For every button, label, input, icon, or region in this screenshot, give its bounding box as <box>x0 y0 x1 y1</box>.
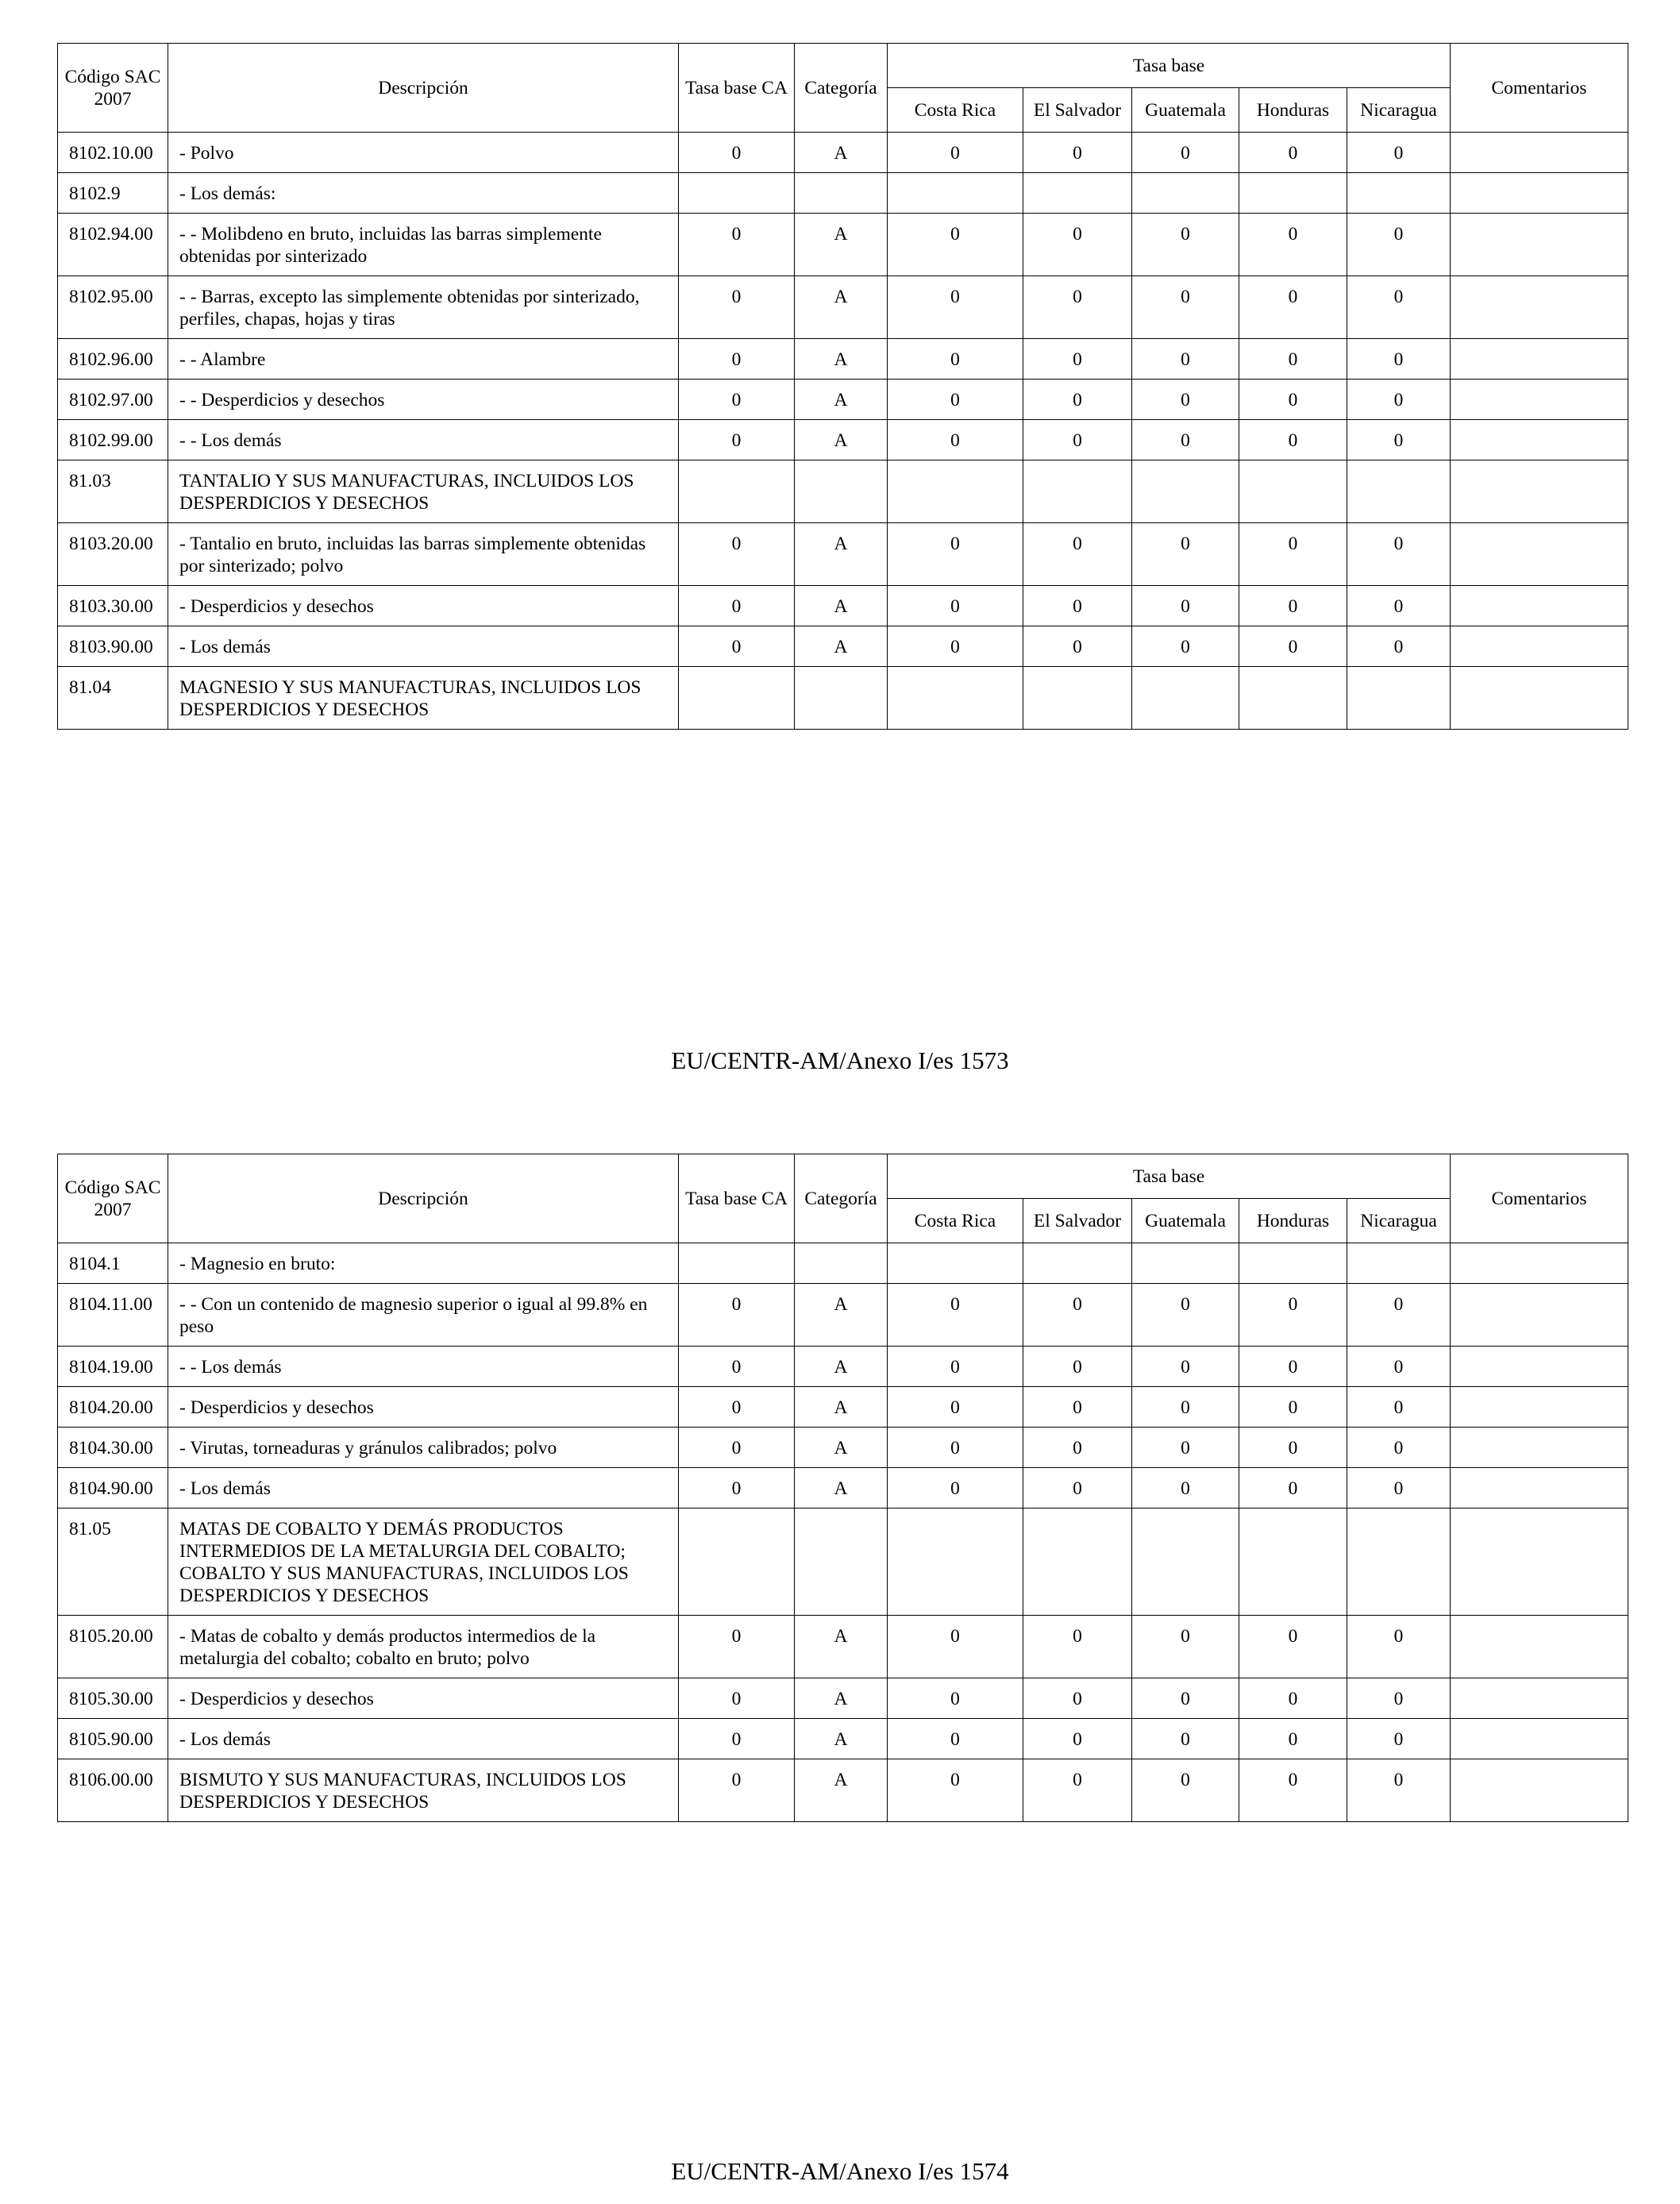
cell-code: 8103.20.00 <box>58 523 168 586</box>
cell-honduras: 0 <box>1239 1616 1347 1678</box>
cell-base-rate-ca: 0 <box>679 1284 795 1347</box>
cell-costa-rica: 0 <box>888 1616 1023 1678</box>
cell-guatemala: 0 <box>1132 380 1239 420</box>
cell-category: A <box>795 1428 888 1468</box>
cell-category: A <box>795 276 888 339</box>
cell-comments <box>1451 1616 1628 1678</box>
table-row <box>58 133 1628 173</box>
header-honduras: Honduras <box>1239 88 1347 133</box>
cell-honduras: 0 <box>1239 626 1347 667</box>
cell-honduras: 0 <box>1239 380 1347 420</box>
header-code: Código SAC 2007 <box>58 1154 168 1243</box>
cell-costa-rica <box>888 460 1023 523</box>
table-row <box>58 1284 1628 1347</box>
cell-comments <box>1451 586 1628 626</box>
cell-el-salvador: 0 <box>1023 420 1132 460</box>
cell-comments <box>1451 1284 1628 1347</box>
cell-nicaragua <box>1347 1243 1451 1284</box>
cell-guatemala: 0 <box>1132 1759 1239 1822</box>
cell-el-salvador: 0 <box>1023 586 1132 626</box>
header-description: Descripción <box>168 44 679 133</box>
cell-base-rate-ca: 0 <box>679 626 795 667</box>
cell-honduras: 0 <box>1239 586 1347 626</box>
table-row <box>58 276 1628 339</box>
cell-honduras <box>1239 173 1347 214</box>
cell-costa-rica <box>888 1509 1023 1616</box>
cell-code: 8106.00.00 <box>58 1759 168 1822</box>
cell-el-salvador: 0 <box>1023 1387 1132 1428</box>
cell-honduras <box>1239 667 1347 730</box>
cell-category: A <box>795 133 888 173</box>
cell-description: - Los demás <box>168 1468 679 1509</box>
cell-el-salvador: 0 <box>1023 380 1132 420</box>
cell-base-rate-ca: 0 <box>679 339 795 380</box>
cell-costa-rica: 0 <box>888 1284 1023 1347</box>
cell-base-rate-ca <box>679 460 795 523</box>
cell-comments <box>1451 1759 1628 1822</box>
cell-guatemala: 0 <box>1132 1678 1239 1719</box>
header-category: Categoría <box>795 44 888 133</box>
cell-description: MAGNESIO Y SUS MANUFACTURAS, INCLUIDOS LOS DESPERDICIOS Y DESECHOS <box>168 667 679 730</box>
header-nicaragua: Nicaragua <box>1347 88 1451 133</box>
cell-costa-rica: 0 <box>888 380 1023 420</box>
cell-costa-rica: 0 <box>888 626 1023 667</box>
cell-nicaragua: 0 <box>1347 276 1451 339</box>
cell-category: A <box>795 1387 888 1428</box>
cell-costa-rica: 0 <box>888 1678 1023 1719</box>
cell-code: 8105.20.00 <box>58 1616 168 1678</box>
cell-guatemala: 0 <box>1132 586 1239 626</box>
header-code: Código SAC 2007 <box>58 44 168 133</box>
cell-description: TANTALIO Y SUS MANUFACTURAS, INCLUIDOS LOS DESPERDICIOS Y DESECHOS <box>168 460 679 523</box>
table-row <box>58 1387 1628 1428</box>
cell-base-rate-ca: 0 <box>679 586 795 626</box>
cell-costa-rica: 0 <box>888 133 1023 173</box>
cell-code: 8102.97.00 <box>58 380 168 420</box>
cell-guatemala <box>1132 667 1239 730</box>
cell-description: BISMUTO Y SUS MANUFACTURAS, INCLUIDOS LOS DESPERDICIOS Y DESECHOS <box>168 1759 679 1822</box>
cell-comments <box>1451 1243 1628 1284</box>
cell-costa-rica <box>888 667 1023 730</box>
header-description: Descripción <box>168 1154 679 1243</box>
cell-honduras: 0 <box>1239 1759 1347 1822</box>
cell-nicaragua: 0 <box>1347 1759 1451 1822</box>
cell-comments <box>1451 523 1628 586</box>
cell-comments <box>1451 1347 1628 1387</box>
header-base-rate: Tasa base <box>888 1154 1451 1199</box>
cell-description: - Desperdicios y desechos <box>168 1678 679 1719</box>
cell-nicaragua: 0 <box>1347 420 1451 460</box>
cell-category: A <box>795 1759 888 1822</box>
cell-guatemala: 0 <box>1132 1719 1239 1759</box>
cell-comments <box>1451 1719 1628 1759</box>
cell-costa-rica: 0 <box>888 1468 1023 1509</box>
cell-code: 8102.96.00 <box>58 339 168 380</box>
cell-description: - - Los demás <box>168 1347 679 1387</box>
cell-category: A <box>795 1347 888 1387</box>
cell-nicaragua: 0 <box>1347 1347 1451 1387</box>
table-row <box>58 667 1628 730</box>
cell-costa-rica: 0 <box>888 214 1023 276</box>
cell-description: - Los demás: <box>168 173 679 214</box>
cell-comments <box>1451 276 1628 339</box>
cell-comments <box>1451 214 1628 276</box>
cell-base-rate-ca <box>679 667 795 730</box>
cell-base-rate-ca: 0 <box>679 1468 795 1509</box>
cell-costa-rica: 0 <box>888 1347 1023 1387</box>
page-footer: EU/CENTR-AM/Anexo I/es 1573 <box>671 1046 1009 1074</box>
cell-el-salvador <box>1023 1243 1132 1284</box>
cell-guatemala <box>1132 1509 1239 1616</box>
header-guatemala: Guatemala <box>1132 1199 1239 1243</box>
header-costa-rica: Costa Rica <box>888 1199 1023 1243</box>
table-row <box>58 1468 1628 1509</box>
cell-honduras: 0 <box>1239 420 1347 460</box>
cell-comments <box>1451 380 1628 420</box>
cell-nicaragua <box>1347 667 1451 730</box>
cell-comments <box>1451 667 1628 730</box>
cell-honduras: 0 <box>1239 1387 1347 1428</box>
tariff-table <box>57 43 1628 730</box>
cell-comments <box>1451 420 1628 460</box>
cell-guatemala: 0 <box>1132 626 1239 667</box>
cell-code: 8103.90.00 <box>58 626 168 667</box>
cell-el-salvador: 0 <box>1023 626 1132 667</box>
table-row <box>58 1616 1628 1678</box>
table-row <box>58 380 1628 420</box>
cell-category <box>795 667 888 730</box>
cell-description: - Magnesio en bruto: <box>168 1243 679 1284</box>
cell-base-rate-ca: 0 <box>679 1387 795 1428</box>
cell-description: - Tantalio en bruto, incluidas las barras simplemente obtenidas por sinterizado; polvo <box>168 523 679 586</box>
cell-el-salvador: 0 <box>1023 1284 1132 1347</box>
cell-category <box>795 1243 888 1284</box>
cell-honduras <box>1239 460 1347 523</box>
cell-el-salvador: 0 <box>1023 1468 1132 1509</box>
cell-guatemala: 0 <box>1132 523 1239 586</box>
header-honduras: Honduras <box>1239 1199 1347 1243</box>
cell-nicaragua: 0 <box>1347 1468 1451 1509</box>
cell-comments <box>1451 1468 1628 1509</box>
cell-description: - - Molibdeno en bruto, incluidas las barras simplemente obtenidas por sinterizado <box>168 214 679 276</box>
cell-guatemala: 0 <box>1132 214 1239 276</box>
tariff-table <box>57 1154 1628 1822</box>
cell-honduras: 0 <box>1239 276 1347 339</box>
table-row <box>58 1428 1628 1468</box>
cell-el-salvador: 0 <box>1023 214 1132 276</box>
cell-guatemala: 0 <box>1132 339 1239 380</box>
cell-el-salvador <box>1023 667 1132 730</box>
cell-description: - Matas de cobalto y demás productos intermedios de la metalurgia del cobalto; cobalto en bruto; polvo <box>168 1616 679 1678</box>
cell-category: A <box>795 626 888 667</box>
cell-code: 8104.11.00 <box>58 1284 168 1347</box>
cell-nicaragua: 0 <box>1347 380 1451 420</box>
table-row <box>58 214 1628 276</box>
cell-honduras: 0 <box>1239 1347 1347 1387</box>
cell-nicaragua: 0 <box>1347 1284 1451 1347</box>
cell-category <box>795 1509 888 1616</box>
cell-code: 8102.99.00 <box>58 420 168 460</box>
cell-honduras: 0 <box>1239 1719 1347 1759</box>
cell-el-salvador: 0 <box>1023 523 1132 586</box>
cell-description: - - Barras, excepto las simplemente obtenidas por sinterizado, perfiles, chapas, hojas y tiras <box>168 276 679 339</box>
cell-costa-rica: 0 <box>888 1387 1023 1428</box>
cell-description: - Los demás <box>168 1719 679 1759</box>
table-row <box>58 1678 1628 1719</box>
cell-guatemala: 0 <box>1132 133 1239 173</box>
cell-code: 8102.9 <box>58 173 168 214</box>
cell-category: A <box>795 1284 888 1347</box>
cell-honduras: 0 <box>1239 214 1347 276</box>
cell-honduras: 0 <box>1239 339 1347 380</box>
cell-honduras: 0 <box>1239 133 1347 173</box>
cell-category: A <box>795 214 888 276</box>
cell-code: 8104.1 <box>58 1243 168 1284</box>
cell-category <box>795 460 888 523</box>
cell-base-rate-ca: 0 <box>679 1759 795 1822</box>
cell-base-rate-ca: 0 <box>679 1678 795 1719</box>
cell-category: A <box>795 420 888 460</box>
cell-comments <box>1451 1428 1628 1468</box>
cell-category: A <box>795 339 888 380</box>
table-row <box>58 339 1628 380</box>
cell-code: 8104.20.00 <box>58 1387 168 1428</box>
table-row <box>58 173 1628 214</box>
cell-nicaragua <box>1347 173 1451 214</box>
cell-code: 8104.30.00 <box>58 1428 168 1468</box>
cell-code: 8104.90.00 <box>58 1468 168 1509</box>
cell-code: 81.05 <box>58 1509 168 1616</box>
cell-nicaragua: 0 <box>1347 1678 1451 1719</box>
cell-code: 8105.90.00 <box>58 1719 168 1759</box>
cell-description: - - Desperdicios y desechos <box>168 380 679 420</box>
cell-el-salvador: 0 <box>1023 133 1132 173</box>
cell-honduras <box>1239 1509 1347 1616</box>
cell-guatemala: 0 <box>1132 276 1239 339</box>
cell-nicaragua: 0 <box>1347 1616 1451 1678</box>
cell-el-salvador <box>1023 460 1132 523</box>
cell-comments <box>1451 133 1628 173</box>
cell-category: A <box>795 1719 888 1759</box>
cell-code: 8105.30.00 <box>58 1678 168 1719</box>
cell-base-rate-ca: 0 <box>679 276 795 339</box>
cell-category: A <box>795 1468 888 1509</box>
cell-nicaragua: 0 <box>1347 626 1451 667</box>
cell-base-rate-ca: 0 <box>679 1347 795 1387</box>
cell-base-rate-ca: 0 <box>679 523 795 586</box>
cell-comments <box>1451 1678 1628 1719</box>
cell-category <box>795 173 888 214</box>
table-row <box>58 460 1628 523</box>
cell-guatemala: 0 <box>1132 1616 1239 1678</box>
table-row <box>58 626 1628 667</box>
cell-base-rate-ca <box>679 1509 795 1616</box>
cell-nicaragua <box>1347 1509 1451 1616</box>
cell-guatemala: 0 <box>1132 1468 1239 1509</box>
cell-code: 8102.94.00 <box>58 214 168 276</box>
header-base-rate-ca: Tasa base CA <box>679 1154 795 1243</box>
cell-code: 8102.10.00 <box>58 133 168 173</box>
cell-costa-rica <box>888 1243 1023 1284</box>
cell-guatemala <box>1132 460 1239 523</box>
cell-base-rate-ca: 0 <box>679 214 795 276</box>
table-row <box>58 586 1628 626</box>
cell-el-salvador <box>1023 1509 1132 1616</box>
cell-description: - Polvo <box>168 133 679 173</box>
header-comments: Comentarios <box>1451 1154 1628 1243</box>
cell-guatemala <box>1132 1243 1239 1284</box>
cell-nicaragua: 0 <box>1347 1428 1451 1468</box>
cell-costa-rica: 0 <box>888 339 1023 380</box>
table-row <box>58 1759 1628 1822</box>
cell-honduras: 0 <box>1239 1468 1347 1509</box>
cell-description: MATAS DE COBALTO Y DEMÁS PRODUCTOS INTERMEDIOS DE LA METALURGIA DEL COBALTO; COBALTO Y SUS MANUFACTURAS, INCLUIDOS LOS DESPERDICIOS Y DESECHOS <box>168 1509 679 1616</box>
cell-description: - Los demás <box>168 626 679 667</box>
header-base-rate-ca: Tasa base CA <box>679 44 795 133</box>
cell-base-rate-ca <box>679 173 795 214</box>
table-row <box>58 523 1628 586</box>
table-row <box>58 1347 1628 1387</box>
cell-honduras <box>1239 1243 1347 1284</box>
cell-comments <box>1451 339 1628 380</box>
cell-el-salvador: 0 <box>1023 339 1132 380</box>
cell-category: A <box>795 380 888 420</box>
table-row <box>58 1719 1628 1759</box>
cell-costa-rica: 0 <box>888 586 1023 626</box>
cell-base-rate-ca: 0 <box>679 420 795 460</box>
cell-nicaragua: 0 <box>1347 1387 1451 1428</box>
header-category: Categoría <box>795 1154 888 1243</box>
header-costa-rica: Costa Rica <box>888 88 1023 133</box>
cell-nicaragua: 0 <box>1347 1719 1451 1759</box>
cell-code: 81.04 <box>58 667 168 730</box>
cell-costa-rica: 0 <box>888 1759 1023 1822</box>
cell-nicaragua: 0 <box>1347 586 1451 626</box>
cell-base-rate-ca: 0 <box>679 133 795 173</box>
cell-base-rate-ca: 0 <box>679 1616 795 1678</box>
header-comments: Comentarios <box>1451 44 1628 133</box>
cell-honduras: 0 <box>1239 1678 1347 1719</box>
cell-code: 8102.95.00 <box>58 276 168 339</box>
cell-honduras: 0 <box>1239 1284 1347 1347</box>
table-row <box>58 1509 1628 1616</box>
cell-costa-rica: 0 <box>888 276 1023 339</box>
cell-nicaragua: 0 <box>1347 133 1451 173</box>
cell-guatemala: 0 <box>1132 1428 1239 1468</box>
cell-category: A <box>795 586 888 626</box>
cell-description: - - Alambre <box>168 339 679 380</box>
cell-costa-rica <box>888 173 1023 214</box>
header-el-salvador: El Salvador <box>1023 88 1132 133</box>
cell-costa-rica: 0 <box>888 523 1023 586</box>
cell-description: - Desperdicios y desechos <box>168 1387 679 1428</box>
cell-code: 8104.19.00 <box>58 1347 168 1387</box>
cell-el-salvador: 0 <box>1023 1616 1132 1678</box>
cell-base-rate-ca: 0 <box>679 1719 795 1759</box>
page-footer: EU/CENTR-AM/Anexo I/es 1574 <box>671 2157 1009 2185</box>
cell-category: A <box>795 1678 888 1719</box>
cell-description: - - Con un contenido de magnesio superior o igual al 99.8% en peso <box>168 1284 679 1347</box>
cell-category: A <box>795 523 888 586</box>
cell-nicaragua: 0 <box>1347 339 1451 380</box>
header-el-salvador: El Salvador <box>1023 1199 1132 1243</box>
cell-nicaragua: 0 <box>1347 523 1451 586</box>
cell-code: 81.03 <box>58 460 168 523</box>
cell-el-salvador <box>1023 173 1132 214</box>
cell-base-rate-ca <box>679 1243 795 1284</box>
cell-comments <box>1451 1509 1628 1616</box>
table-row <box>58 1243 1628 1284</box>
cell-category: A <box>795 1616 888 1678</box>
cell-costa-rica: 0 <box>888 1428 1023 1468</box>
table-row <box>58 420 1628 460</box>
cell-honduras: 0 <box>1239 523 1347 586</box>
cell-el-salvador: 0 <box>1023 1759 1132 1822</box>
cell-el-salvador: 0 <box>1023 1678 1132 1719</box>
cell-guatemala: 0 <box>1132 420 1239 460</box>
cell-comments <box>1451 626 1628 667</box>
cell-comments <box>1451 460 1628 523</box>
cell-base-rate-ca: 0 <box>679 380 795 420</box>
cell-el-salvador: 0 <box>1023 1347 1132 1387</box>
cell-guatemala <box>1132 173 1239 214</box>
cell-description: - - Los demás <box>168 420 679 460</box>
cell-honduras: 0 <box>1239 1428 1347 1468</box>
cell-costa-rica: 0 <box>888 420 1023 460</box>
cell-guatemala: 0 <box>1132 1387 1239 1428</box>
header-guatemala: Guatemala <box>1132 88 1239 133</box>
cell-description: - Virutas, torneaduras y gránulos calibrados; polvo <box>168 1428 679 1468</box>
cell-base-rate-ca: 0 <box>679 1428 795 1468</box>
cell-nicaragua: 0 <box>1347 214 1451 276</box>
header-base-rate: Tasa base <box>888 44 1451 88</box>
cell-nicaragua <box>1347 460 1451 523</box>
cell-code: 8103.30.00 <box>58 586 168 626</box>
cell-el-salvador: 0 <box>1023 1428 1132 1468</box>
cell-el-salvador: 0 <box>1023 1719 1132 1759</box>
cell-guatemala: 0 <box>1132 1284 1239 1347</box>
cell-comments <box>1451 173 1628 214</box>
cell-costa-rica: 0 <box>888 1719 1023 1759</box>
header-nicaragua: Nicaragua <box>1347 1199 1451 1243</box>
cell-el-salvador: 0 <box>1023 276 1132 339</box>
cell-comments <box>1451 1387 1628 1428</box>
cell-guatemala: 0 <box>1132 1347 1239 1387</box>
cell-description: - Desperdicios y desechos <box>168 586 679 626</box>
